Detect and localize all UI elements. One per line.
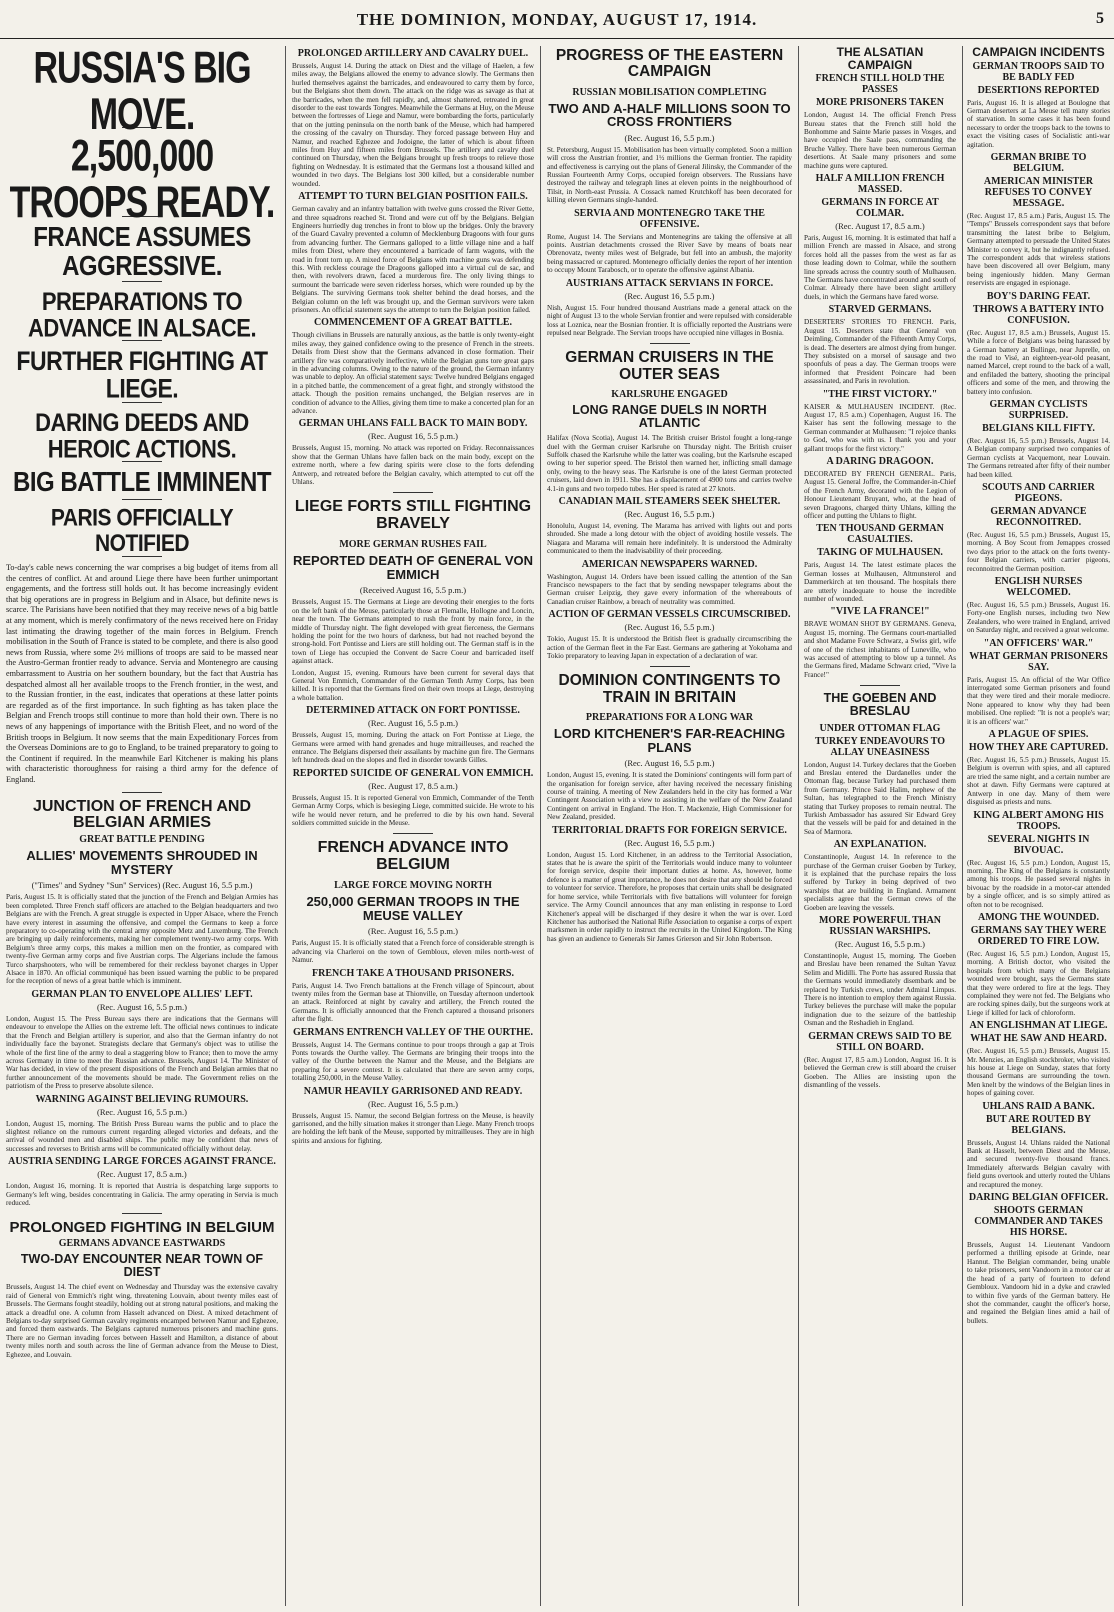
article-body: (Rec. August 16, 5.5 p.m.) Brussels, August 15. Belgium is overrun with spies, and all captured are tried the same night, and a certain number are shot at dawn. Fifty Germans were captured at Antwerp in one day. Many of them were disguised as priests and nuns.	[967, 756, 1110, 807]
subheadline: GERMAN CREWS SAID TO BE STILL ON BOARD.	[808, 1030, 952, 1053]
subheadline: REPORTED SUICIDE OF GENERAL VON EMMICH.	[292, 767, 534, 779]
subheadline: AUSTRIA SENDING LARGE FORCES AGAINST FRANCE.	[8, 1156, 276, 1168]
article-body: KAISER & MULHAUSEN INCIDENT. (Rec. August 17, 8.5 a.m.) Copenhagen, August 16. The Kaiser has sent the following message to the German commander at Mulhausen: "I rejoice thanks to God, who was with us. I thank you and your gallant troops for the first victory."	[804, 402, 956, 453]
subheadline: GERMAN UHLANS FALL BACK TO MAIN BODY.	[298, 418, 528, 430]
masthead	[0, 0, 1114, 39]
article-body: Brussels, August 14. During the attack on Diest and the village of Haelen, a few miles away, the Belgians allowed the enemy to advance slowly. The Germans then hurled themselves against the barricades, and endeavoured to carry them by force, but the Belgians shot them down. The attack on the ridge was as savage as that at the barricades, when the men fell rapidly, and, almost shattered, retreated in great disorder to the east towards Tongres. Meanwhile the Germans at Huy, on the Meuse between the fortresses of Liege and Namur, were bombarding the forts, particularly that on the jutting peninsula on the north bank of the Meuse, which had hampered the crossing of the cavalry on Thursday. They forced passage between Huy and Namur, and reached Eghezee and Jodoigne, the latter of which is about fifteen miles from Huy and fifteen miles from Brussels. The artillery and cavalry duel continued on Thursday, when the Belgians brought up fresh troops to relieve those fighting on Wednesday. It is estimated that the Germans lost a thousand killed and wounded in two days. The Belgians lost 300 killed, but a considerable number wounded.	[292, 62, 534, 188]
received-line: (Received August 16, 5.5 p.m.)	[359, 585, 467, 596]
article-body: Brussels, August 14. The chief event on Wednesday and Thursday was the extensive cavalry raid of General von Emmich's right wing, threatening Louvain, about twenty miles east of Brussels. The Germans fought steadily, holding out at strong natural positions, and making the attack a dreadful one. A column from Hasselt advanced on Diest. A mixed detachment of Belgians to-day surprised German cavalry regiments encamped between Namur and Eghezee, and forced them eastwards. The Belgians captured numerous prisoners and machine guns. There are no German invading forces between Hasselt and Hamilton, a distance of about twenty miles north and south across the line of German advance from the Meuse to Diest, Eghezee, and Louvain.	[6, 1283, 278, 1359]
received-line: (Rec. August 16, 5.5 p.m.)	[624, 622, 715, 633]
subheadline: AN ENGLISHMAN AT LIEGE.	[969, 1020, 1108, 1032]
received-line: (Rec. August 16, 5.5 p.m.)	[835, 939, 925, 950]
subheadline: MORE POWERFUL THAN RUSSIAN WARSHIPS.	[818, 915, 942, 938]
article-body: London, August 15. The Press Bureau says there are indications that the Germans will endeavour to envelope the Allies on the extreme left. The official news continues to indicate that the French and Belgian artillery is superior, and also that the German infantry do not individually face the bayonet. Strategists declare that Germany's object was to utilise the whole of the first line of the army to deal a staggering blow to France; then to move the army across Germany in time to meet the Russian advance. Brussels, August 14. The Minister of War has decided, in view of the present dispositions of the French and Belgian armies that no further announcement of the movements should be made. The Government relies on the patriotism of the Press to preserve absolute silence.	[6, 1014, 278, 1091]
subheadline: LARGE FORCE MOVING NORTH	[334, 880, 492, 892]
subheadline: GREAT BATTLE PENDING	[79, 834, 205, 846]
article-body: Nish, August 15. Four hundred thousand Austrians made a general attack on the night of August 13 to the whole Servian frontier and were repulsed with considerable loss at Loznica, near the Bosnian frontier. It is officially reported the Austrians were repulsed near Belgrade. The Servian troops have occupied nine villages in Bosnia.	[547, 303, 792, 337]
column-4	[804, 46, 956, 1606]
headline: PROGRESS OF THE EASTERN CAMPAIGN	[555, 47, 784, 81]
subheadline: NAMUR HEAVILY GARRISONED AND READY.	[303, 1085, 523, 1097]
column-3	[547, 46, 792, 1606]
article-body: Rome, August 14. The Servians and Montenegrins are taking the offensive at all points. Austrian detachments crossed the River Save by means of boats near Obrenovatz, twenty miles west of Belgrade, but fell into an ambush, the majority being massacred or captured. Montenegro officially denies the report of her intention to occupy Mount Tarabosch, or to operate the offensive against Albania.	[547, 232, 792, 275]
column-1	[6, 46, 278, 1606]
article-body: (Rec. August 16, 5.5 p.m.) Brussels, August 14. A Belgian company surprised two companies of German cyclists at Vacquemont, near Louvain. The Germans retreated after fifty of their number had been killed.	[967, 436, 1110, 479]
article-body: Brussels, August 15, morning. During the attack on Fort Pontisse at Liege, the Germans were armed with hand grenades and huge mitrailleuses, and reached the entrance. The Belgians dispersed their assailants by machine gun fire. The Germans left hundreds dead on the slopes and fled in disorder towards Gilles.	[292, 731, 534, 765]
subheadline: AMONG THE WOUNDED.	[977, 911, 1100, 923]
subheadline: ENGLISH NURSES WELCOMED.	[994, 576, 1083, 598]
received-line: (Rec. August 16, 5.5 p.m.)	[97, 1106, 187, 1117]
article-body: BRAVE WOMAN SHOT BY GERMANS. Geneva, August 15, morning. The Germans court-martialled and shot Madame Fovre Schwarz, a Swiss girl, wife of one of the richest inhabitants of Luneville, who was accused of attempting to blow up a tunnel. As the Germans fired, Madame Schwarz cried, "Vive la France!"	[804, 620, 956, 679]
received-line: (Rec. August 16, 5.5 p.m.)	[97, 1001, 187, 1012]
subheadline: BUT ARE ROUTED BY BELGIANS.	[985, 1113, 1092, 1136]
headline: TWO-DAY ENCOUNTER NEAR TOWN OF DIEST	[20, 1252, 264, 1280]
subheadline: TERRITORIAL DRAFTS FOR FOREIGN SERVICE.	[552, 824, 787, 836]
article-body: St. Petersburg, August 15. Mobilisation has been virtually completed. Soon a million will cross the Austrian frontier, and 1½ millions the German frontier. The rapidity and effectiveness is carrying out the plans of General Jilinsky, the Commander of the Russian Fourteenth Army Corps, occupied foreign observers. The Russians have destroyed the railway and telegraph lines at eleven points in the neighbourhood of Tilsit, in North-east Prussia. A Cossack named Krutchkoff has been decorated for killing eleven Germans single-handed.	[547, 145, 792, 205]
headline: TWO AND A-HALF MILLIONS SOON TO CROSS FRONTIERS	[548, 100, 791, 130]
article-body: Brussels, August 15. Namur, the second Belgian fortress on the Meuse, is heavily garrisoned, and the hilly situation makes it stronger than Liege. Many French troops are holding the left bank of the Meuse, supported by mitrailleuses. They are in high spirits and anxious for fighting.	[292, 1111, 534, 1145]
received-line: (Rec. August 16, 5.5 p.m.)	[624, 837, 715, 848]
subheadline: FRENCH STILL HOLD THE PASSES	[815, 73, 945, 96]
headline: PREPARATIONS TO ADVANCE IN ALSACE.	[27, 286, 257, 343]
subheadline: GERMANS ADVANCE EASTWARDS	[58, 1238, 226, 1250]
subheadline: "VIVE LA FRANCE!"	[830, 606, 930, 618]
headline: JUNCTION OF FRENCH AND BELGIAN ARMIES	[32, 797, 252, 832]
article-body: (Rec. August 16, 5.5 p.m.) Brussels, August 15, morning. A Boy Scout from Jemappes crossed two days prior to the attack on the forts twenty-four Belgian carriers, with carrier pigeons, reconnoitred the German position.	[967, 530, 1110, 573]
column-rule	[798, 46, 799, 1606]
article-body: Brussels, August 15. It is reported General von Emmich, Commander of the Tenth German Army Corps, which is besieging Liege, committed suicide. He wrote to his wife he would never return, and he preferred to die by his own hand. Several soldiers committed suicide in the Meuse.	[292, 793, 534, 828]
subheadline: COMMENCEMENT OF A GREAT BATTLE.	[313, 317, 513, 329]
received-line: ("Times" and Sydney "Sun" Services) (Rec. August 16, 5.5 p.m.)	[31, 880, 253, 891]
article-body: Washington, August 14. Orders have been issued calling the attention of the San Francisco newspapers to the fact that by sending newspaper telegrams about the German cruiser Leipzig, they gave every information of the whereabouts of Canadian cruiser Rainbow, a breach of neutrality was committed.	[547, 572, 792, 606]
subheadline: DARING BELGIAN OFFICER.	[968, 1192, 1109, 1204]
subheadline: A PLAGUE OF SPIES.	[988, 729, 1089, 741]
article-body: Though civilians in Brussels are naturally anxious, as the battle is only twenty-eight miles away, they gained confidence owing to the presence of French in the streets. Details from Diest show that the Germans advanced in close formation. Their artillery fire was comparatively ineffective, while the Belgian guns tore great gaps in the advancing columns. Owing to the nature of the ground, the German infantry was unable to deploy. An official statement says: Twelve hundred Belgians engaged in a pitched battle, the commencement of a great fight, and strongly withstood the attack. Though the position remains unchanged, the Belgian reserves are in condition of advance to the Allies, giving them time to make a concerted plan for an advance.	[292, 331, 534, 416]
received-line: (Rec. August 16, 5.5 p.m.)	[624, 290, 715, 301]
article-body: Paris, August 15. It is officially stated that a French force of considerable strength is advancing via Charleroi on the town of Gembloux, eleven miles north-west of Namur.	[292, 939, 534, 965]
subheadline: UNDER OTTOMAN FLAG	[819, 722, 941, 734]
subheadline: "THE FIRST VICTORY."	[822, 388, 938, 400]
received-line: (Rec. August 16, 5.5 p.m.)	[624, 508, 715, 519]
article-body: London, August 15, evening. Rumours have been current for several days that General Von Emmich, Commander of the German Tenth Army Corps, has been killed. It is reported that the Germans fired on their own troops at Liege, destroying a whole battalion.	[292, 668, 534, 702]
received-line: (Rec. August 16, 5.5 p.m.)	[624, 758, 715, 769]
subheadline: ACTION OF GERMAN VESSELS CIRCUMSCRIBED.	[548, 609, 791, 621]
headline: REPORTED DEATH OF GENERAL VON EMMICH	[292, 553, 534, 582]
subheadline: DESERTIONS REPORTED	[977, 84, 1100, 96]
subheadline: AMERICAN NEWSPAPERS WARNED.	[581, 558, 758, 570]
subheadline: SHOOTS GERMAN COMMANDER AND TAKES HIS HORSE.	[974, 1205, 1103, 1239]
headline: LONG RANGE DUELS IN NORTH ATLANTIC	[572, 402, 767, 430]
received-line: (Rec. August 16, 5.5 p.m.)	[368, 718, 458, 729]
article-body: (Rec. August 17, 8.5 a.m.) Paris, August 15. The "Temps" Brussels correspondent says that before transmitting the latest bribe to Belgium, Germany attempted to persuade the United States Minister to convey it, but he indignantly refused. The correspondent adds that wireless stations have been discovered all over Belgium, many being ingeniously hidden. Many German reservists are engaged in espionage.	[967, 212, 1110, 288]
lead-article: To-day's cable news concerning the war comprises a big budget of items from all the centres of conflict. At and around Liege there have been further unimportant engagements, and the fortress still holds out. It has become increasingly evident that big operations are in progress in Belgium and in Alsace, but definite news is scarce. The Parisians have been notified that they may receive news of a big battle at any moment, which is merely confirmatory of the news received here on Friday last intimating the drawing together of the main forces in Belgium. French mobilisation in the South of France is stated to be complete, and there is also good news from Russia, where some 2½ millions of troops are said to be massed near the Austro-German frontier ready to advance. Servia and Montenegro are causing embarrassment to Austria on her southern boundary, but the fact that Austria has despatched almost all her available troops to the French frontier, in the west, and to the Russian frontier, in the east, indicates that operations at these latter points are regarded as of the first importance. In such fighting as has taken place the Belgian and French troops still continue to more than hold their own. There is no news of any happenings of importance with the British Fleet, and no word of the British troops in Belgium. It now seems that the main Expeditionary Forces from the Overseas Dominions are to go to England, to be trained preparatory to going to the Continent if required. In the meanwhile Earl Kitchener is making his plans with characteristic thoroughness for raising a third army for the defence of England.	[6, 563, 278, 784]
received-line: (Rec. August 16, 5.5 p.m.)	[368, 1098, 458, 1109]
article-body: Brussels, August 14. The Germans continue to pour troops through a gap at Trois Ponts towards the Ourthe valley. The Germans are bringing their troops into the valley of the Ourthe between the Namur and the Meuse, and the Belgians are preparing for a severe contest. It is calculated that there are seven army corps, totalling 250,000, in the Meuse Valley.	[292, 1040, 534, 1083]
subheadline: HOW THEY ARE CAPTURED.	[968, 742, 1109, 754]
subheadline: SERVIA AND MONTENEGRO TAKE THE OFFENSIVE.	[574, 207, 765, 230]
subheadline: DETERMINED ATTACK ON FORT PONTISSE.	[306, 705, 520, 717]
headline: DARING DEEDS AND HEROIC ACTIONS.	[35, 407, 249, 463]
subheadline: SEVERAL NIGHTS IN BIVOUAC.	[987, 833, 1090, 856]
received-line: (Rec. August 16, 5.5 p.m.)	[368, 926, 458, 937]
headline: GERMAN CRUISERS IN THE OUTER SEAS	[565, 349, 774, 383]
headline: THE GOEBEN AND BRESLAU	[823, 691, 937, 719]
column-rule	[962, 46, 963, 1606]
article-body: Constantinople, August 14. In reference to the purchase of the German cruiser Goeben by Turkey, it is explained that the purchase repairs the loss suffered by Turkey in being deprived of two warships that are building in England. Armament specialists agree that the German crews of the Goeben are leaving the vessels.	[804, 853, 956, 912]
article-body: Paris, August 16. It is alleged at Boulogne that German deserters at La Meuse tell many stories of starvation. In some cases it has been found necessary to order the troops back to the towns to exact the visiting cases of Socialistic anti-war agitation.	[967, 98, 1110, 149]
subheadline: GERMANS SAY THEY WERE ORDERED TO FIRE LOW.	[970, 924, 1107, 947]
article-body: Paris, August 14. The latest estimate places the German losses at Mulhausen, Altmunsterol and Dammerkirch at ten thousand. The hospitals there are utterly inadequate to house the incredible number of wounded.	[804, 561, 956, 604]
column-rule	[285, 46, 286, 1606]
article-body: London, August 15. Lord Kitchener, in an address to the Territorial Association, states that he is aware the spirit of the Territorials would induce many to volunteer for foreign service, despite their important duties at home. As, however, home defence is a matter of great importance, he does not desire that any should be forced to volunteer for service. Therefore, he proposes that certain units shall be designated for home service, while Territorials with five battalions will volunteer for foreign service. The Army Council announces that any man enlisting in response to Lord Kitchener's appeal will be discharged if they desire it when the war is over. Lord Kitchener has authorised the National Rifle Association to organise a corps of expert marksmen in order rapidly to instruct the recruits in the United Kingdom. The King has given an audience to Generals Sir James Grierson and Sir John Robertson.	[547, 850, 792, 943]
article-body: (Rec. August 17, 8.5 a.m.) London, August 16. It is believed the German crew is still aboard the cruiser Goeben. The Allies are insisting upon the dismantling of the vessels.	[804, 1055, 956, 1089]
subheadline: SCOUTS AND CARRIER PIGEONS.	[982, 481, 1095, 504]
subheadline: THROWS A BATTERY INTO CONFUSION.	[973, 303, 1104, 326]
subheadline: CANADIAN MAIL STEAMERS SEEK SHELTER.	[558, 495, 781, 507]
subheadline: FRENCH TAKE A THOUSAND PRISONERS.	[312, 967, 514, 979]
headline: FRANCE ASSUMES AGGRESSIVE.	[33, 221, 251, 282]
article-body: German cavalry and an infantry battalion with twelve guns crossed the River Gette, and three squadrons reached St. Trond and were cut off by the Belgians. Belgian Engineers hurriedly dug trenches in front to blow up the bridges. Only the bravery of the Guard Cavalry prevented a column of Mecklenburg Dragoons with four guns from advancing further. The Germans galloped to a little village nine and a half miles from Diest, where they encountered a barricade of farm wagons, with the road in front torn up. A mixed force of Belgians with machine guns was defending this. With reckless courage the Dragoons galloped into a virtual cul de sac, and then, with revolvers drawn, faced a murderous fire. The only living things to surmount the barricade were seven riderless horses, which were rounded up by the Belgians. The surviving Germans took shelter behind the dead horses, and the Belgian column on the left was brought up, and the German survivors were taken prisoners. An official statement says the attempt to turn the Belgian position failed.	[292, 205, 534, 314]
subheadline: ATTEMPT TO TURN BELGIAN POSITION FAILS.	[298, 191, 528, 203]
article-body: (Rec. August 17, 8.5 a.m.) Brussels, August 15. While a force of Belgians was being harassed by a German battery at Bullinge, near Juprelle, on the road to Visé, an eighteen-year-old peasant, named Marcel, crept round to the back of a wall, and enfiladed the battery, shooting the principal officers and some of the men, and throwing the battery into confusion.	[967, 328, 1110, 396]
masthead-title: THE DOMINION, MONDAY, AUGUST 17, 1914.	[356, 10, 758, 29]
subheadline: GERMANS IN FORCE AT COLMAR.	[821, 197, 939, 220]
subheadline: MORE GERMAN RUSHES FAIL	[339, 539, 487, 551]
subheadline: PROLONGED ARTILLERY AND CAVALRY DUEL.	[297, 48, 529, 59]
article-body: London, August 16, morning. It is reported that Austria is despatching large supports to Germany's left wing, besides concentrating in Galicia. The army operating in Servia is much reduced.	[6, 1182, 278, 1207]
article-body: London, August 14. Turkey declares that the Goeben and Breslau entered the Dardanelles under the Ottoman flag, because Turkey had purchased them from Germany. Prince Said Halim, nephew of the Sultan, has telegraphed to the French Ministry stating that Turkey proposes to remain neutral. The Turkish Ambassador has assured Sir Edward Grey that the vessels will be paid for and detained in the Sea of Marmora.	[804, 760, 956, 836]
subheadline: WARNING AGAINST BELIEVING RUMOURS.	[35, 1093, 249, 1105]
article-body: Brussels, August 15. The Germans at Liege are devoting their energies to the forts on the left bank of the Meuse, particularly those at Flemalle, Hollogne and Loncin, near the town. The Germans attempted to rush the front by main force, in the middle of Thursday night. The fight developed with great fierceness, the Germans holding the point for the two hours of darkness, but had not reached beyond the strong-hold. Fort Pontisse and Liers are still holding out. The German staff is in the town of Liege has occupied the Convent de Sacre Coeur and barricaded itself against attack.	[292, 598, 534, 666]
subheadline: RUSSIAN MOBILISATION COMPLETING	[572, 86, 767, 98]
article-body: DESERTERS' STORIES TO FRENCH. Paris, August 15. Deserters state that General von Deimling, Commander of the Fifteenth Army Corps, is dead. The deserters are almost dying from hunger. They subsisted on a morsel of sausage and two spoonfuls of peas a day. The German troops were informed that President Poincare had been assassinated, and Paris in revolution.	[804, 318, 956, 386]
subheadline: AMERICAN MINISTER REFUSES TO CONVEY MESSAGE.	[983, 176, 1094, 210]
subheadline: TAKING OF MULHAUSEN.	[817, 547, 943, 559]
subheadline: TEN THOUSAND GERMAN CASUALTIES.	[816, 523, 944, 546]
headline: DOMINION CONTINGENTS TO TRAIN IN BRITAIN	[558, 672, 781, 706]
subheadline: PREPARATIONS FOR A LONG WAR	[585, 711, 754, 723]
subheadline: AN EXPLANATION.	[833, 839, 927, 851]
article-body: Constantinople, August 15, morning. The Goeben and Breslau have been renamed the Sultan Yavuz Selim and Midilli. The Porte has assured Russia that the Germans would immediately disembark and be replaced by Turkish crews, under Admiral Limpus. There is no intention to employ them against Russia. Turkey believes the purchase will make the popular indignation due to the seizure of the battleship Osman and the Reshadieh in England.	[804, 952, 956, 1028]
subheadline: BOY'S DARING FEAT.	[986, 290, 1091, 302]
headline: 2,500,000 TROOPS READY.	[9, 131, 275, 228]
headline: BIG BATTLE IMMINENT	[12, 466, 272, 498]
subheadline: GERMANS ENTRENCH VALLEY OF THE OURTHE.	[292, 1026, 534, 1038]
article-body: Brussels, August 14. Lieutenant Vandoorn performed a thrilling episode at Grinde, near Hannut. The Belgian commander, being unable to take prisoners, sent Vandoorn in a motor car at the head of a party of fourteen to defend Gembloux. Vandoorn hid in a dyke and crawled to within five yards of the German battery. He shot the commander, caught the officer's horse, and regained the Belgian lines amid a hail of bullets.	[967, 1241, 1110, 1325]
article-body: Honolulu, August 14, evening. The Marama has arrived with lights out and ports shrouded. She made a long detour with the object of avoiding hostile vessels. The Niagara and Marama will remain here indefinitely. It is understood the Admiralty communicated to them the inadvisability of their proceeding.	[547, 521, 792, 556]
article-body: (Rec. August 16, 5.5 p.m.) London, August 15, morning. A British doctor, who visited the hospitals from which many of the Belgians wounded were brought, says the Germans state that they were ordered to fire at the legs. They complained they were not fed. The Belgians who are rocking spines daily, but the surgeons work at Liege if killed for lack of chloroform.	[967, 949, 1110, 1017]
headline: THE ALSATIAN CAMPAIGN	[836, 46, 924, 72]
subheadline: GERMAN BRIBE TO BELGIUM.	[990, 152, 1087, 175]
received-line: (Rec. August 16, 5.5 p.m.)	[624, 132, 715, 143]
headline: ALLIES' MOVEMENTS SHROUDED IN MYSTERY	[26, 848, 258, 877]
subheadline: HALF A MILLION FRENCH MASSED.	[815, 173, 945, 196]
subheadline: MORE PRISONERS TAKEN	[816, 97, 944, 109]
headline: LIEGE FORTS STILL FIGHTING BRAVELY	[294, 498, 532, 533]
article-body: London, August 15, morning. The British Press Bureau warns the public and to place the slightest reliance on the rumours current regarding alleged victories and defeats, and the arrival of wounded men and disabled ships. The public may be confident that news of successes and reverses to British arms will be communicated officially without delay.	[6, 1119, 278, 1153]
article-body: Paris, August 15. It is officially stated that the junction of the French and Belgian Armies has been completed. Three French staff officers are attached to the Belgian headquarters and two Belgians are with the French. A great struggle is expected in Upper Alsace, where the French have every interest in assuming the offensive, and compel the Germans to keep a force preparatory to co-operating with the central army opposite Metz and Luxemburg. The French are bringing up daily reinforcements, making her complement twenty-two army corps. With Belgium's three army corps, this makes a million men on the frontier, as compared with twenty-five German army corps and five Austrian corps. The Algerians include the famous Turco sharpshooters, who will be remembered for their reckless bayonet charges in Upper Alsace in 1870. An official communiqué has been issued warning the public to be prepared for the reception of news of a great battle which is imminent.	[6, 893, 278, 986]
subheadline: GERMAN TROOPS SAID TO BE BADLY FED	[972, 60, 1105, 83]
article-body: Brussels, August 14. Uhlans raided the National Bank at Hasselt, between Diest and the Meuse, and secured twenty-five thousand francs. Immediately afterwards Belgian cavalry with field guns overtook and utterly routed the Uhlans and recaptured the money.	[967, 1138, 1110, 1189]
column-2	[292, 46, 534, 1606]
subheadline: GERMAN ADVANCE RECONNOITRED.	[990, 505, 1087, 528]
headline: 250,000 GERMAN TROOPS IN THE MEUSE VALLEY	[306, 894, 520, 923]
article-body: Paris, August 14. Two French battalions at the French village of Spincourt, about twenty miles from the German base at Thionville, on Tuesday afternoon undertook an attack. Reinforced at night by cavalry and artillery, the French routed the Germans. It is officially announced that the French captured a thousand prisoners after the fight.	[292, 981, 534, 1024]
column-5	[967, 46, 1110, 1606]
headline: RUSSIA'S BIG MOVE.	[33, 46, 251, 140]
article-body: Paris, August 16, morning. It is estimated that half a million French are massed in Alsace, and strong forces hold all the passes from the west as far as those leading down to Colmar, while the southern line spreads across the country south of Mulhausen. The Germans have concentrated around and south of Colmar. Already there have been slight artillery duels, in which the Germans have fared worse.	[804, 234, 956, 301]
subheadline: STARVED GERMANS.	[828, 304, 932, 316]
page-number: 5	[1096, 10, 1104, 27]
received-line: (Rec. August 17, 8.5 a.m.)	[368, 780, 458, 791]
received-line: (Rec. August 16, 5.5 p.m.)	[368, 431, 458, 442]
article-body: (Rec. August 16, 5.5 p.m.) London, August 15, morning. The King of the Belgians is constantly among his troops. He passed several nights in bivouac by the roadside in a motor-car attended by a single officer, and is so simply attired as often not to be recognised.	[967, 858, 1110, 909]
article-body: DECORATED BY FRENCH GENERAL. Paris, August 15. General Joffre, the Commander-in-Chief of the French Army, decorated with the Legion of Honour Lieutenant Bruyant, who, at the head of seven Dragoons, charged thirty Uhlans, killing the officer and putting the Uhlans to flight.	[804, 469, 956, 520]
subheadline: WHAT HE SAW AND HEARD.	[970, 1033, 1107, 1045]
article-body: Paris, August 15. An official of the War Office interrogated some German prisoners and found that they were tired and their morale mediocre. None appeared to know why they had been mobilised. One replied: "It is not a people's war; it is an officers' war."	[967, 675, 1110, 726]
subheadline: GERMAN PLAN TO ENVELOPE ALLIES' LEFT.	[31, 988, 253, 1000]
article-body: Brussels, August 15, morning. No attack was reported on Friday. Reconnaissances show that the German Uhlans have fallen back on the main body, except on the extreme north, where a few daring spirits were close to the forts defending Antwerp, and retreated before the Belgian cavalry, which attempted to cut off the Uhlans.	[292, 444, 534, 487]
subheadline: GERMAN CYCLISTS SURPRISED.	[989, 398, 1088, 421]
subheadline: UHLANS RAID A BANK.	[982, 1100, 1095, 1112]
article-body: (Rec. August 16, 5.5 p.m.) Brussels, August 16. Forty-one English nurses, including two New Zealanders, who were trained in England, arrived on Saturday night, and received a great welcome.	[967, 601, 1110, 635]
headline: PARIS OFFICIALLY NOTIFIED	[50, 504, 234, 557]
subheadline: KARLSRUHE ENGAGED	[611, 388, 728, 400]
article-body: (Rec. August 16, 5.5 p.m.) Brussels, August 15. Mr. Menzies, an English stockbroker, who visited his house at Liege on Sunday, states that forty thousand Germans are surrounding the town. Men knelt by the windows of the Belgian lines in hopes of gaining cover.	[967, 1047, 1110, 1098]
article-body: Halifax (Nova Scotia), August 14. The British cruiser Bristol fought a long-range duel with the German cruiser Karlsruhe on Thursday night. The British cruiser Suffolk chased the Karlsruhe while the latter was coaling, but the Karlsruhe escaped owing to her superior speed. The Bristol then warned her, inflicting small damage only, owing to the heavy seas. The Karlsruhe is one of the latest German protected cruisers, laid down in 1911. She has a displacement of 4900 tons and carries twelve 4.1-in guns and two torpedo tubes. Her speed is rated at 27 knots.	[547, 434, 792, 493]
article-body: London, August 14. The official French Press Bureau states that the French still hold the Bonhomme and Sainte Marie passes in Vosges, and have occupied the Saale pass, commanding the Bruche Valley. There have been numerous German desertions. At Saale many prisoners and some machine guns were captured.	[804, 111, 956, 170]
headline: PROLONGED FIGHTING IN BELGIUM	[9, 1219, 275, 1237]
column-rule	[540, 46, 541, 1606]
received-line: (Rec. August 17, 8.5 a.m.)	[835, 221, 925, 232]
subheadline: TURKEY ENDEAVOURS TO ALLAY UNEASINESS	[814, 735, 946, 758]
article-body: London, August 15, evening. It is stated the Dominions' contingents will form part of the organisation for foreign service, after having received the necessary finishing course of training. A meeting of New Zealanders held in the city has formed a War Contingent Association with a view to assisting in the welfare of the New Zealand Contingent on arrival in England. The Hon. T. Mackenzie, High Commissioner for New Zealand, presided.	[547, 771, 792, 822]
received-line: (Rec. August 17, 8.5 a.m.)	[97, 1169, 187, 1180]
headline: FRENCH ADVANCE INTO BELGIUM	[317, 839, 509, 874]
subheadline: AUSTRIANS ATTACK SERVIANS IN FORCE.	[565, 277, 774, 289]
subheadline: WHAT GERMAN PRISONERS SAY.	[969, 650, 1108, 673]
headline: CAMPAIGN INCIDENTS	[972, 46, 1105, 59]
headline: LORD KITCHENER'S FAR-REACHING PLANS	[553, 725, 786, 755]
article-body: Tokio, August 15. It is understood the British fleet is gradually circumscribing the action of the German fleet in the Far East. Germans are gathering at Yokohama and Tokio preparatory to leaving Japan in expectation of a declaration of war.	[547, 635, 792, 660]
headline: FURTHER FIGHTING AT LIEGE.	[16, 346, 268, 404]
subheadline: BELGIANS KILL FIFTY.	[982, 422, 1095, 434]
subheadline: KING ALBERT AMONG HIS TROOPS.	[973, 809, 1104, 832]
subheadline: "AN OFFICERS' WAR."	[983, 637, 1094, 649]
subheadline: A DARING DRAGOON.	[826, 455, 934, 467]
